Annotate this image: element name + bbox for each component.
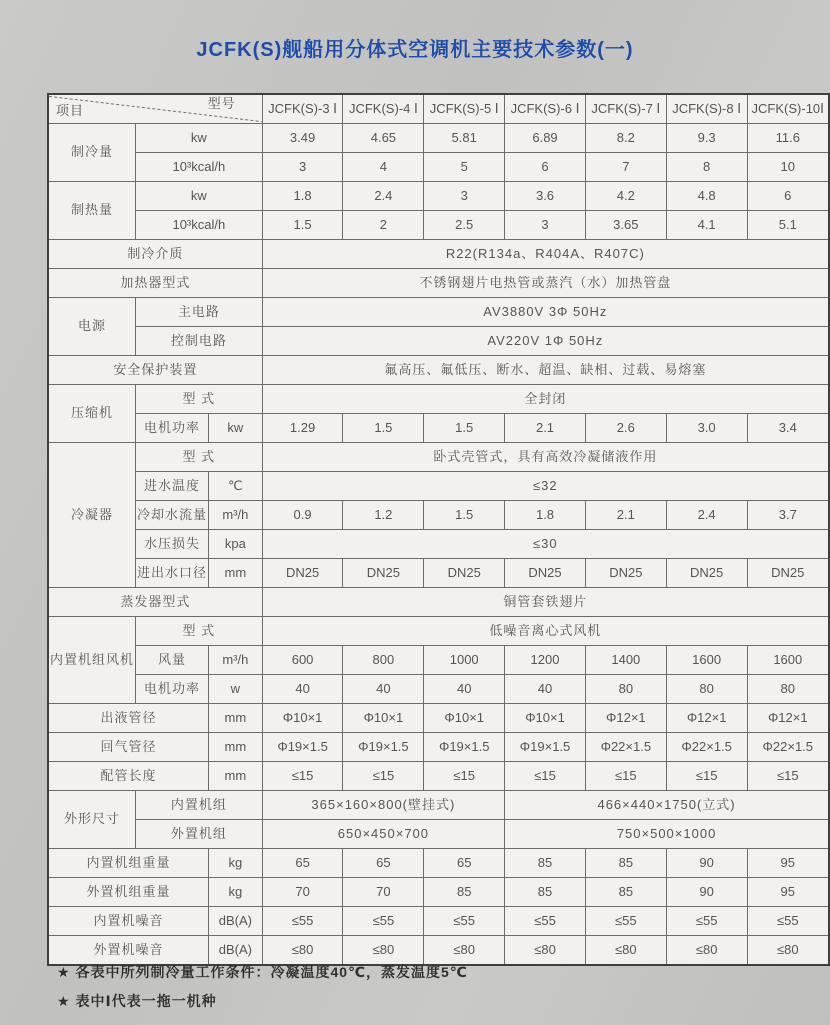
unit-label: mm — [209, 704, 263, 733]
row-label: 加热器型式 — [48, 269, 262, 298]
row-label: 外置机噪音 — [48, 936, 209, 966]
value-cell: 3.4 — [747, 414, 829, 443]
header-diagonal-cell — [48, 94, 262, 124]
table-row — [48, 530, 829, 559]
value-cell: 65 — [343, 849, 424, 878]
value-cell: 600 — [262, 646, 343, 675]
row-label: 电机功率 — [136, 414, 209, 443]
model-header: JCFK(S)-8 Ⅰ — [666, 94, 747, 124]
row-label: 风量 — [136, 646, 209, 675]
value-cell: 5.81 — [424, 124, 505, 153]
value-cell: 5 — [424, 153, 505, 182]
table-row — [48, 501, 829, 530]
value-cell: 40 — [343, 675, 424, 704]
value-cell: Φ22×1.5 — [585, 733, 666, 762]
value-cell: 85 — [505, 878, 586, 907]
value-cell: ≤80 — [262, 936, 343, 966]
value-cell: 8 — [666, 153, 747, 182]
unit-label: m³/h — [209, 646, 263, 675]
value-cell: ≤80 — [343, 936, 424, 966]
unit-label: dB(A) — [209, 907, 263, 936]
table-row — [48, 704, 829, 733]
value-cell: 3.6 — [505, 182, 586, 211]
row-label: 型 式 — [136, 385, 263, 414]
table-row — [48, 327, 829, 356]
value-cell: 85 — [505, 849, 586, 878]
value-cell: 10 — [747, 153, 829, 182]
value-cell: 8.2 — [585, 124, 666, 153]
value-cell: 1.29 — [262, 414, 343, 443]
value-cell: 3 — [262, 153, 343, 182]
value-cell: 1600 — [747, 646, 829, 675]
value-cell: 1.2 — [343, 501, 424, 530]
value-cell: Φ10×1 — [343, 704, 424, 733]
unit-label: kw — [136, 124, 263, 153]
value-cell: DN25 — [585, 559, 666, 588]
value-cell: 4.8 — [666, 182, 747, 211]
table-row — [48, 124, 829, 153]
value-cell: 2.4 — [666, 501, 747, 530]
unit-label: mm — [209, 559, 263, 588]
value-cell: 2.4 — [343, 182, 424, 211]
unit-label: kw — [209, 414, 263, 443]
value-cell: 1.5 — [262, 211, 343, 240]
table-row — [48, 385, 829, 414]
row-label: 外置机组重量 — [48, 878, 209, 907]
table-row — [48, 936, 829, 966]
value-cell: 1.8 — [505, 501, 586, 530]
value-cell: 80 — [585, 675, 666, 704]
value-cell: 4 — [343, 153, 424, 182]
value-cell: 800 — [343, 646, 424, 675]
merged-value-cell: 卧式壳管式，具有高效冷凝储液作用 — [262, 443, 829, 472]
value-cell: 6.89 — [505, 124, 586, 153]
value-cell: 40 — [424, 675, 505, 704]
value-cell: 80 — [666, 675, 747, 704]
value-cell: 85 — [585, 878, 666, 907]
table-row — [48, 646, 829, 675]
merged-value-cell: 低噪音离心式风机 — [262, 617, 829, 646]
value-cell: ≤80 — [585, 936, 666, 966]
row-group-label: 冷凝器 — [48, 443, 136, 588]
value-cell: 95 — [747, 849, 829, 878]
merged-value-cell: R22(R134a、R404A、R407C) — [262, 240, 829, 269]
model-header: JCFK(S)-6 Ⅰ — [505, 94, 586, 124]
table-row — [48, 94, 829, 124]
value-cell: 4.65 — [343, 124, 424, 153]
row-label: 控制电路 — [136, 327, 263, 356]
value-cell: 1.5 — [343, 414, 424, 443]
value-cell: 0.9 — [262, 501, 343, 530]
table-row — [48, 269, 829, 298]
value-cell: ≤55 — [343, 907, 424, 936]
value-cell: ≤55 — [585, 907, 666, 936]
merged-value-cell: AV220V 1Φ 50Hz — [262, 327, 829, 356]
table-row — [48, 733, 829, 762]
value-cell: 90 — [666, 849, 747, 878]
table-row — [48, 153, 829, 182]
table-row — [48, 791, 829, 820]
value-cell: Φ12×1 — [585, 704, 666, 733]
value-cell: DN25 — [666, 559, 747, 588]
value-cell: 2 — [343, 211, 424, 240]
merged-value-cell: ≤32 — [262, 472, 829, 501]
merged-value-cell: 365×160×800(壁挂式) — [262, 791, 504, 820]
value-cell: 5.1 — [747, 211, 829, 240]
value-cell: 1200 — [505, 646, 586, 675]
value-cell: 3.7 — [747, 501, 829, 530]
value-cell: 1000 — [424, 646, 505, 675]
row-label: 内置机组 — [136, 791, 263, 820]
value-cell: ≤80 — [505, 936, 586, 966]
unit-label: m³/h — [209, 501, 263, 530]
value-cell: ≤15 — [585, 762, 666, 791]
model-header: JCFK(S)-10Ⅰ — [747, 94, 829, 124]
value-cell: ≤55 — [666, 907, 747, 936]
table-row — [48, 588, 829, 617]
merged-value-cell: 铜管套铁翅片 — [262, 588, 829, 617]
value-cell: 9.3 — [666, 124, 747, 153]
table-row — [48, 356, 829, 385]
value-cell: ≤55 — [505, 907, 586, 936]
value-cell: 65 — [424, 849, 505, 878]
row-label: 安全保护装置 — [48, 356, 262, 385]
unit-label: w — [209, 675, 263, 704]
value-cell: ≤80 — [666, 936, 747, 966]
table-row — [48, 617, 829, 646]
value-cell: ≤55 — [424, 907, 505, 936]
value-cell: ≤15 — [747, 762, 829, 791]
value-cell: 85 — [424, 878, 505, 907]
unit-label: mm — [209, 762, 263, 791]
table-row — [48, 559, 829, 588]
value-cell: 7 — [585, 153, 666, 182]
model-header: JCFK(S)-7 Ⅰ — [585, 94, 666, 124]
spec-table — [47, 93, 830, 966]
merged-value-cell: 全封闭 — [262, 385, 829, 414]
value-cell: ≤80 — [424, 936, 505, 966]
value-cell: 3.0 — [666, 414, 747, 443]
unit-label: 10³kcal/h — [136, 153, 263, 182]
value-cell: Φ19×1.5 — [505, 733, 586, 762]
value-cell: 3 — [505, 211, 586, 240]
value-cell: Φ10×1 — [262, 704, 343, 733]
value-cell: 70 — [262, 878, 343, 907]
unit-label: mm — [209, 733, 263, 762]
value-cell: DN25 — [262, 559, 343, 588]
value-cell: ≤80 — [747, 936, 829, 966]
value-cell: 3.49 — [262, 124, 343, 153]
model-header: JCFK(S)-3 Ⅰ — [262, 94, 343, 124]
table-row — [48, 878, 829, 907]
value-cell: 80 — [747, 675, 829, 704]
table-row — [48, 849, 829, 878]
table-row — [48, 675, 829, 704]
table-row — [48, 298, 829, 327]
value-cell: 3 — [424, 182, 505, 211]
row-group-label: 压缩机 — [48, 385, 136, 443]
value-cell: 6 — [505, 153, 586, 182]
unit-label: kg — [209, 849, 263, 878]
row-group-label: 电源 — [48, 298, 136, 356]
value-cell: 2.5 — [424, 211, 505, 240]
value-cell: 1600 — [666, 646, 747, 675]
table-row — [48, 240, 829, 269]
value-cell: 40 — [505, 675, 586, 704]
value-cell: 1400 — [585, 646, 666, 675]
row-group-label: 内置机组风机 — [48, 617, 136, 704]
value-cell: 4.1 — [666, 211, 747, 240]
merged-value-cell: ≤30 — [262, 530, 829, 559]
value-cell: ≤55 — [747, 907, 829, 936]
value-cell: 70 — [343, 878, 424, 907]
value-cell: Φ19×1.5 — [343, 733, 424, 762]
row-label: 冷却水流量 — [136, 501, 209, 530]
model-header: JCFK(S)-4 Ⅰ — [343, 94, 424, 124]
table-row — [48, 472, 829, 501]
value-cell: 1.5 — [424, 414, 505, 443]
value-cell: Φ19×1.5 — [424, 733, 505, 762]
table-row — [48, 211, 829, 240]
merged-value-cell: AV3880V 3Φ 50Hz — [262, 298, 829, 327]
row-label: 水压损失 — [136, 530, 209, 559]
value-cell: Φ19×1.5 — [262, 733, 343, 762]
row-label: 进出水口径 — [136, 559, 209, 588]
value-cell: DN25 — [343, 559, 424, 588]
value-cell: 40 — [262, 675, 343, 704]
value-cell: DN25 — [424, 559, 505, 588]
value-cell: 2.1 — [505, 414, 586, 443]
row-label: 进水温度 — [136, 472, 209, 501]
unit-label: kw — [136, 182, 263, 211]
page-title: JCFK(S)舰船用分体式空调机主要技术参数(一) — [196, 39, 634, 61]
value-cell: ≤55 — [262, 907, 343, 936]
value-cell: Φ10×1 — [424, 704, 505, 733]
value-cell: 65 — [262, 849, 343, 878]
value-cell: DN25 — [747, 559, 829, 588]
table-row — [48, 182, 829, 211]
row-group-label: 外形尺寸 — [48, 791, 136, 849]
value-cell: 2.1 — [585, 501, 666, 530]
merged-value-cell: 不锈钢翅片电热管或蒸汽（水）加热管盘 — [262, 269, 829, 298]
row-label: 出液管径 — [48, 704, 209, 733]
row-label: 主电路 — [136, 298, 263, 327]
row-label: 制冷介质 — [48, 240, 262, 269]
value-cell: 11.6 — [747, 124, 829, 153]
value-cell: 85 — [585, 849, 666, 878]
value-cell: ≤15 — [343, 762, 424, 791]
table-row — [48, 443, 829, 472]
row-group-label: 制冷量 — [48, 124, 136, 182]
footnote-operating-conditions: ★ 各表中所列制冷量工作条件：冷凝温度40℃，蒸发温度5℃ — [57, 964, 468, 980]
value-cell: Φ10×1 — [505, 704, 586, 733]
row-label: 外置机组 — [136, 820, 263, 849]
row-label: 型 式 — [136, 443, 263, 472]
row-group-label: 制热量 — [48, 182, 136, 240]
value-cell: 2.6 — [585, 414, 666, 443]
row-label: 回气管径 — [48, 733, 209, 762]
value-cell: 6 — [747, 182, 829, 211]
value-cell: 90 — [666, 878, 747, 907]
value-cell: Φ12×1 — [666, 704, 747, 733]
row-label: 电机功率 — [136, 675, 209, 704]
value-cell: ≤15 — [666, 762, 747, 791]
value-cell: ≤15 — [424, 762, 505, 791]
unit-label: dB(A) — [209, 936, 263, 966]
value-cell: 95 — [747, 878, 829, 907]
merged-value-cell: 氟高压、氟低压、断水、超温、缺相、过载、易熔塞 — [262, 356, 829, 385]
merged-value-cell: 750×500×1000 — [505, 820, 829, 849]
header-item-label: 项目 — [56, 103, 85, 119]
merged-value-cell: 650×450×700 — [262, 820, 504, 849]
value-cell: 4.2 — [585, 182, 666, 211]
table-row — [48, 907, 829, 936]
row-label: 蒸发器型式 — [48, 588, 262, 617]
value-cell: 1.5 — [424, 501, 505, 530]
row-label: 内置机组重量 — [48, 849, 209, 878]
value-cell: 3.65 — [585, 211, 666, 240]
model-header: JCFK(S)-5 Ⅰ — [424, 94, 505, 124]
footnote-model-legend: ★ 表中Ⅰ代表一拖一机种 — [57, 993, 217, 1009]
value-cell: ≤15 — [505, 762, 586, 791]
header-model-label: 型号 — [207, 96, 236, 111]
unit-label: 10³kcal/h — [136, 211, 263, 240]
value-cell: Φ12×1 — [747, 704, 829, 733]
table-row — [48, 762, 829, 791]
unit-label: kpa — [209, 530, 263, 559]
row-label: 型 式 — [136, 617, 263, 646]
table-row — [48, 820, 829, 849]
unit-label: ℃ — [209, 472, 263, 501]
value-cell: ≤15 — [262, 762, 343, 791]
merged-value-cell: 466×440×1750(立式) — [505, 791, 829, 820]
row-label: 内置机噪音 — [48, 907, 209, 936]
unit-label: kg — [209, 878, 263, 907]
footnotes — [57, 962, 468, 1020]
value-cell: Φ22×1.5 — [747, 733, 829, 762]
row-label: 配管长度 — [48, 762, 209, 791]
value-cell: DN25 — [505, 559, 586, 588]
value-cell: Φ22×1.5 — [666, 733, 747, 762]
value-cell: 1.8 — [262, 182, 343, 211]
table-row — [48, 414, 829, 443]
